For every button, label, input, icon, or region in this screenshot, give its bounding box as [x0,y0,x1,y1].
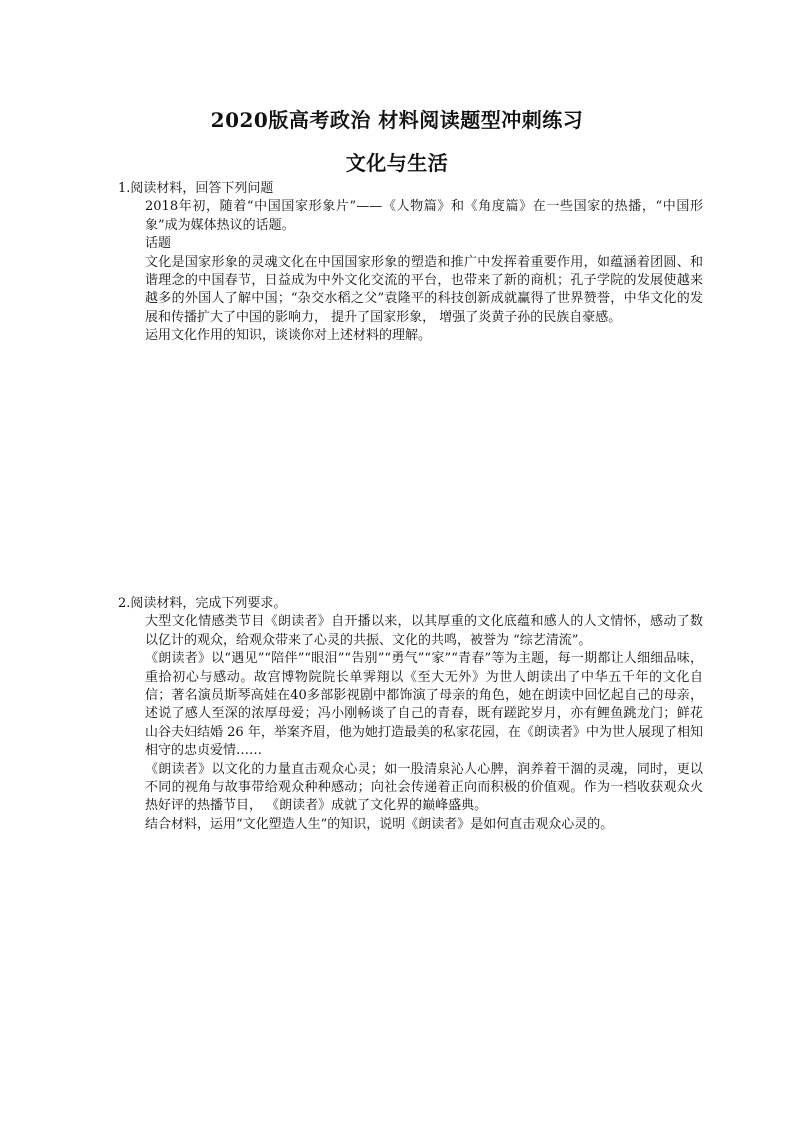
question-2-paragraph-1: 大型文化情感类节目《朗读者》自开播以来，以其厚重的文化底蕴和感人的人文情怀，感动了数以亿计的观众，给观众带来了心灵的共振、文化的共鸣，被誉为 “综艺清流”。 [145,614,703,648]
question-1-heading: 1.阅读材料，回答下列问题 [118,181,274,196]
document-subtitle: 文化与生活 [345,151,449,175]
question-2-prompt: 结合材料，运用“文化塑造人生”的知识，说明《朗读者》是如何直击观众心灵的。 [145,816,614,832]
question-2-paragraph-3: 《朗读者》以文化的力量直击观众心灵；如一股清泉沁人心脾，润养着干涸的灵魂，同时，更以不同的视角与故事带给观众种种感动；向社会传递着正向而积极的价值观。作为一档收获观众火热好评的热播节目， 《朗读者》成就了文化界的巅峰盛典。 [145,761,703,814]
question-1-material-body: 文化是国家形象的灵魂文化在中国国家形象的塑造和推广中发挥着重要作用，如蕴涵着团圆、和谐理念的中国春节，日益成为中外文化交流的平台，也带来了新的商机；孔子学院的发展使越来越多的外国人了解中国；“杂交水稻之父”袁隆平的科技创新成就赢得了世界赞誉，中华文化的发展和传播扩大了中国的影响力， 提升了国家形象， 增强了炎黄子孙的民族自豪感。 [145,254,703,325]
question-1-prompt: 运用文化作用的知识，谈谈你对上述材料的理解。 [145,328,432,344]
question-2-paragraph-2: 《朗读者》以“遇见”“陪伴”“眼泪”“告别”“勇气”“家”“青春”等为主题，每一期都让人细细品味，重拾初心与感动。故宫博物院院长单霁翔以《至大无外》为世人朗读出了中华五千年的文化自信；著名演员斯琴高娃在40多部影视剧中都饰演了母亲的角色，她在朗读中回忆起自己的母亲，述说了感人至深的浓厚母爱；冯小刚畅谈了自己的青春，既有蹉跎岁月，亦有鲤鱼跳龙门；鲜花山谷夫妇结婚 26 年，举案齐眉，他为她打造最美的私家花园，在《朗读者》中为世人展现了相知相守的忠贞爱情…… [145,651,703,759]
question-2 [118,595,703,834]
question-1-topic-label: 话题 [145,236,172,252]
question-1 [118,180,703,346]
question-1-material-intro: 2018年初，随着“中国国家形象片”——《人物篇》和《角度篇》在一些国家的热播，“中国形象”成为媒体热议的话题。 [145,199,703,233]
document-title: 2020版高考政治 材料阅读题型冲刺练习 [210,108,584,132]
question-2-heading: 2.阅读材料，完成下列要求。 [118,596,287,611]
